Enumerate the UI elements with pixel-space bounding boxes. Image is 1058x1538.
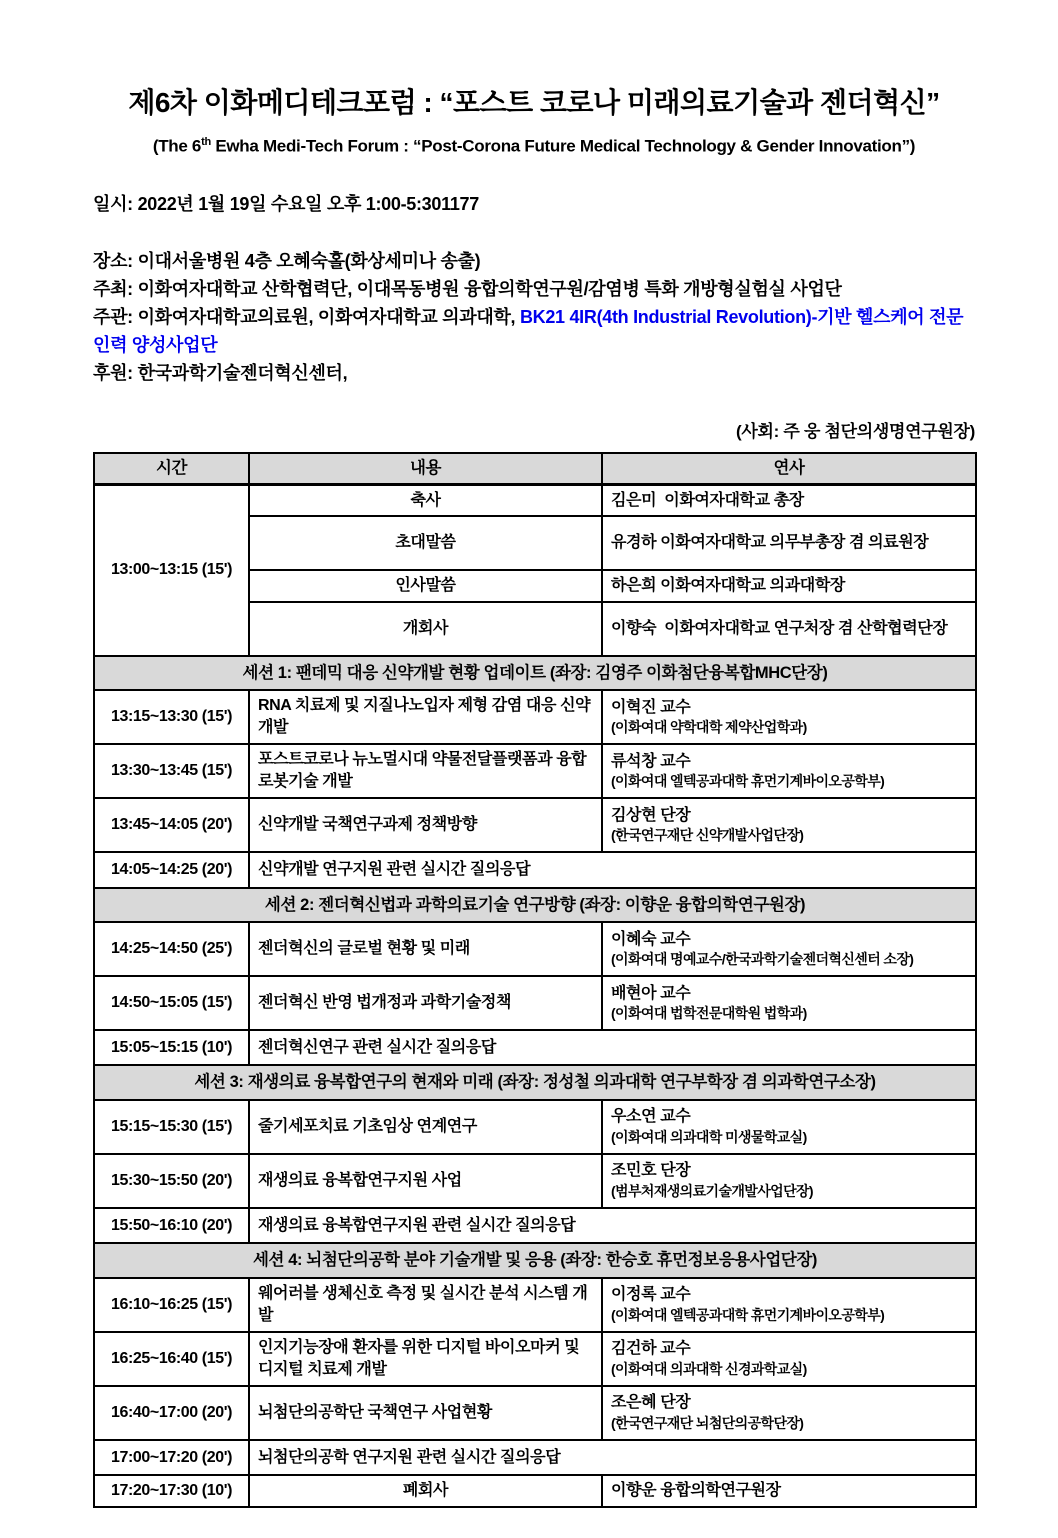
talk-time-cell: 13:45~14:05 (20')	[94, 798, 249, 852]
talk-row	[94, 922, 976, 976]
organizer-value-highlighted: BK21 4IR(4th Industrial Revolution)-기반 헬스케어 전문인력 양성사업단	[93, 307, 964, 356]
speaker-name: 김건하 교수	[611, 1340, 691, 1358]
datetime-value: 2022년 1월 19일 수요일 오후 1:00-5:301177	[137, 194, 479, 215]
qa-row	[94, 1208, 976, 1244]
organizer-label: 주관:	[93, 307, 133, 328]
page-subtitle	[93, 136, 975, 157]
qa-row	[94, 1440, 976, 1476]
talk-speaker-cell	[602, 1100, 976, 1154]
speaker-affiliation: (이화여대 법학전문대학원 법학과)	[611, 1005, 807, 1022]
talk-row	[94, 1278, 976, 1332]
opening-time-cell: 13:00~13:15 (15')	[94, 484, 249, 656]
section-title: 세션 4: 뇌첨단의공학 분야 기술개발 및 응용 (좌장: 한승호 휴먼정보응용사업단장)	[94, 1243, 976, 1277]
talk-time-cell: 14:50~15:05 (15')	[94, 976, 249, 1030]
organizer-value: 이화여자대학교의료원, 이화여자대학교 의과대학,	[137, 307, 520, 328]
section-header-row	[94, 1065, 976, 1099]
section-header-row	[94, 1243, 976, 1277]
section-title: 세션 1: 팬데믹 대응 신약개발 현황 업데이트 (좌장: 김영주 이화첨단융복합MHC단장)	[94, 656, 976, 690]
meta-host	[93, 275, 975, 303]
closing-content-cell: 폐회사	[249, 1475, 602, 1507]
meta-venue	[93, 247, 975, 275]
speaker-affiliation: (이화여대 명예교수/한국과학기술젠더혁신센터 소장)	[611, 951, 914, 968]
talk-time-cell: 15:15~15:30 (15')	[94, 1100, 249, 1154]
opening-content-cell: 개회사	[249, 602, 602, 656]
talk-row	[94, 1154, 976, 1208]
talk-row	[94, 1386, 976, 1440]
speaker-name: 김상현 단장	[611, 806, 691, 824]
speaker-affiliation: (한국연구재단 뇌첨단의공학단장)	[611, 1414, 804, 1431]
qa-time-cell: 15:50~16:10 (20')	[94, 1208, 249, 1244]
talk-speaker-cell	[602, 744, 976, 798]
opening-speaker-cell: 유경하 이화여자대학교 의무부총장 겸 의료원장	[602, 516, 976, 570]
host-value: 이화여자대학교 산학협력단, 이대목동병원 융합의학연구원/감염병 특화 개방형실험실 사업단	[137, 279, 842, 300]
talk-row	[94, 798, 976, 852]
talk-content-cell: 재생의료 융복합연구지원 사업	[249, 1154, 602, 1208]
page-title: 제6차 이화메디테크포럼 : “포스트 코로나 미래의료기술과 젠더혁신”	[128, 87, 940, 118]
venue-label: 장소:	[93, 251, 133, 272]
speaker-affiliation: (이화여대 엘텍공과대학 휴먼기계바이오공학부)	[611, 1306, 885, 1323]
speaker-affiliation: (이화여대 의과대학 신경과학교실)	[611, 1360, 807, 1377]
section-header-row	[94, 656, 976, 690]
meta-datetime	[93, 190, 975, 218]
table-header-speaker: 연사	[602, 453, 976, 484]
speaker-name: 류석창 교수	[611, 752, 691, 770]
qa-content-cell: 신약개발 연구지원 관련 실시간 질의응답	[249, 852, 976, 888]
talk-content-cell: 뇌첨단의공학단 국책연구 사업현황	[249, 1386, 602, 1440]
speaker-name: 조민호 단장	[611, 1162, 691, 1180]
opening-speaker-cell: 하은희 이화여자대학교 의과대학장	[602, 570, 976, 602]
section-title: 세션 3: 재생의료 융복합연구의 현재와 미래 (좌장: 정성철 의과대학 연구부학장 겸 의과학연구소장)	[94, 1065, 976, 1099]
speaker-name: 배현아 교수	[611, 984, 691, 1002]
talk-speaker-cell	[602, 976, 976, 1030]
closing-time-cell: 17:20~17:30 (10')	[94, 1475, 249, 1507]
speaker-affiliation: (한국연구재단 신약개발사업단장)	[611, 827, 804, 844]
sponsor-value: 한국과학기술젠더혁신센터,	[137, 363, 348, 384]
talk-speaker-cell	[602, 1154, 976, 1208]
talk-time-cell: 15:30~15:50 (20')	[94, 1154, 249, 1208]
opening-speaker-cell: 김은미 이화여자대학교 총장	[602, 484, 976, 516]
section-header-row	[94, 888, 976, 922]
meta-organizer	[93, 303, 975, 359]
qa-content-cell: 재생의료 융복합연구지원 관련 실시간 질의응답	[249, 1208, 976, 1244]
speaker-affiliation: (이화여대 의과대학 미생물학교실)	[611, 1129, 807, 1146]
opening-content-cell: 인사말씀	[249, 570, 602, 602]
talk-row	[94, 1332, 976, 1386]
talk-content-cell: 인지기능장애 환자를 위한 디지털 바이오마커 및 디지털 치료제 개발	[249, 1332, 602, 1386]
talk-content-cell: 신약개발 국책연구과제 정책방향	[249, 798, 602, 852]
closing-row	[94, 1475, 976, 1507]
talk-speaker-cell	[602, 922, 976, 976]
talk-speaker-cell	[602, 690, 976, 744]
talk-time-cell: 14:25~14:50 (25')	[94, 922, 249, 976]
talk-row	[94, 744, 976, 798]
opening-content-cell: 초대말씀	[249, 516, 602, 570]
qa-time-cell: 14:05~14:25 (20')	[94, 852, 249, 888]
speaker-name: 이정록 교수	[611, 1286, 691, 1304]
opening-row-1	[94, 484, 976, 516]
closing-speaker-cell: 이향운 융합의학연구원장	[602, 1475, 976, 1507]
speaker-name: 우소연 교수	[611, 1108, 691, 1126]
talk-content-cell: 젠더혁신 반영 법개정과 과학기술정책	[249, 976, 602, 1030]
table-header-time: 시간	[94, 453, 249, 484]
talk-speaker-cell	[602, 798, 976, 852]
talk-time-cell: 16:40~17:00 (20')	[94, 1386, 249, 1440]
subtitle-prefix: (The 6	[152, 136, 202, 156]
section-title: 세션 2: 젠더혁신법과 과학의료기술 연구방향 (좌장: 이향운 융합의학연구원장)	[94, 888, 976, 922]
qa-content-cell: 뇌첨단의공학 연구지원 관련 실시간 질의응답	[249, 1440, 976, 1476]
qa-row	[94, 852, 976, 888]
subtitle-suffix: Ewha Medi-Tech Forum : “Post-Corona Future Medical Technology & Gender Innovation”)	[210, 136, 916, 156]
talk-speaker-cell	[602, 1386, 976, 1440]
speaker-affiliation: (이화여대 엘텍공과대학 휴먼기계바이오공학부)	[611, 773, 885, 790]
meta-sponsor	[93, 359, 975, 387]
opening-content-cell: 축사	[249, 484, 602, 516]
speaker-affiliation: (이화여대 약학대학 제약산업학과)	[611, 719, 807, 736]
schedule-table	[93, 452, 977, 1507]
qa-row	[94, 1030, 976, 1066]
talk-time-cell: 16:25~16:40 (15')	[94, 1332, 249, 1386]
qa-time-cell: 15:05~15:15 (10')	[94, 1030, 249, 1066]
speaker-name: 조은혜 단장	[611, 1394, 691, 1412]
speaker-affiliation: (범부처재생의료기술개발사업단장)	[611, 1183, 813, 1200]
talk-speaker-cell	[602, 1332, 976, 1386]
talk-content-cell: 웨어러블 생체신호 측정 및 실시간 분석 시스템 개발	[249, 1278, 602, 1332]
datetime-label: 일시:	[93, 194, 133, 215]
speaker-name: 이혜숙 교수	[611, 930, 691, 948]
sponsor-label: 후원:	[93, 363, 133, 384]
talk-speaker-cell	[602, 1278, 976, 1332]
talk-row	[94, 690, 976, 744]
talk-content-cell: 줄기세포치료 기초임상 연계연구	[249, 1100, 602, 1154]
table-header-row	[94, 453, 976, 484]
talk-row	[94, 976, 976, 1030]
subtitle-ordinal-superscript: th	[201, 135, 211, 148]
opening-speaker-cell: 이향숙 이화여자대학교 연구처장 겸 산학협력단장	[602, 602, 976, 656]
talk-content-cell: 젠더혁신의 글로벌 현황 및 미래	[249, 922, 602, 976]
talk-content-cell: RNA 치료제 및 지질나노입자 제형 감염 대응 신약개발	[249, 690, 602, 744]
qa-time-cell: 17:00~17:20 (20')	[94, 1440, 249, 1476]
mc-note: (사회: 주 웅 첨단의생명연구원장)	[736, 422, 975, 442]
talk-time-cell: 13:15~13:30 (15')	[94, 690, 249, 744]
table-header-content: 내용	[249, 453, 602, 484]
talk-content-cell: 포스트코로나 뉴노멀시대 약물전달플랫폼과 융합로봇기술 개발	[249, 744, 602, 798]
talk-row	[94, 1100, 976, 1154]
host-label: 주최:	[93, 279, 133, 300]
venue-value: 이대서울병원 4층 오혜숙홀(화상세미나 송출)	[137, 251, 481, 272]
qa-content-cell: 젠더혁신연구 관련 실시간 질의응답	[249, 1030, 976, 1066]
talk-time-cell: 13:30~13:45 (15')	[94, 744, 249, 798]
talk-time-cell: 16:10~16:25 (15')	[94, 1278, 249, 1332]
speaker-name: 이혁진 교수	[611, 698, 691, 716]
